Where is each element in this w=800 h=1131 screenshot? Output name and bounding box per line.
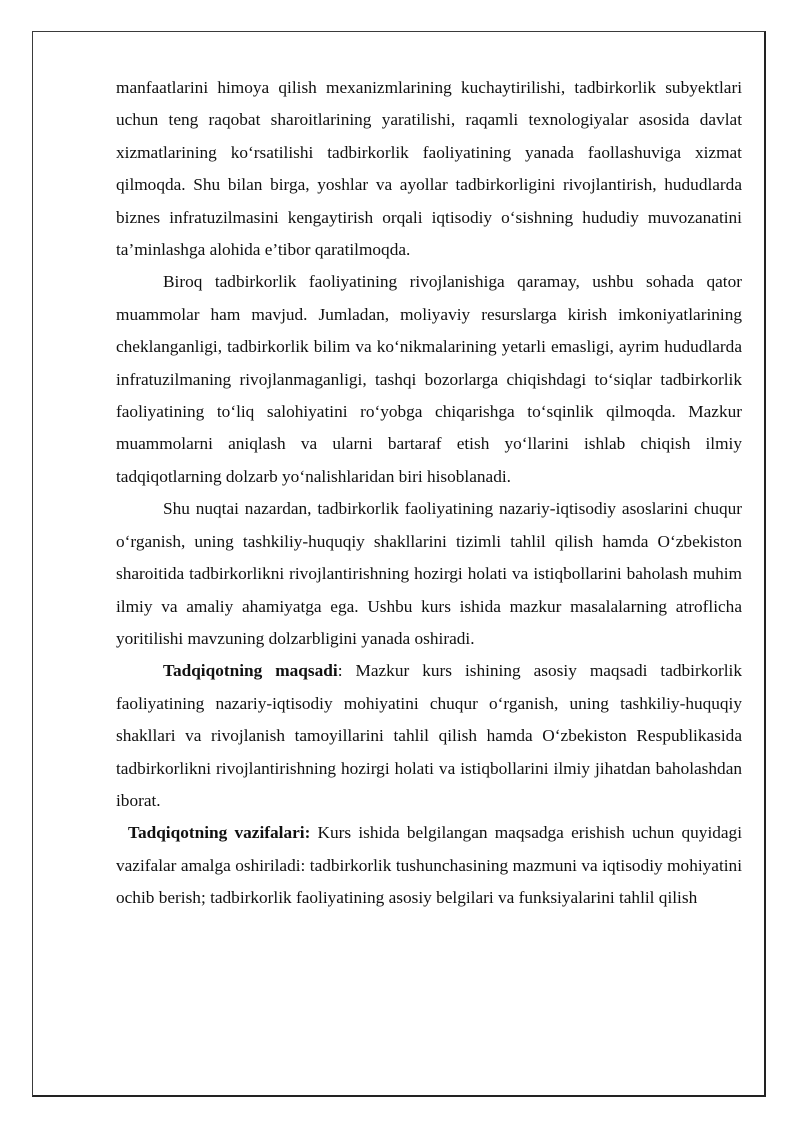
paragraph-5 — [116, 817, 742, 914]
paragraph-4 — [116, 655, 742, 817]
paragraph-3: Shu nuqtai nazardan, tadbirkorlik faoliyatining nazariy-iqtisodiy asoslarini chuqur o‘rganish, uning tashkiliy-huquqiy shakllarini tizimli tahlil qilish hamda O‘zbekiston sharoitida tadbirkorlikni rivojlantirishning hozirgi holati va istiqbollarini baholash muhim ilmiy va amaliy ahamiyatga ega. Ushbu kurs ishida mazkur masalalarning atroflicha yoritilishi mavzuning dolzarbligini yanada oshiradi. — [116, 499, 742, 648]
paragraph-1: manfaatlarini himoya qilish mexanizmlarining kuchaytirilishi, tadbirkorlik subyektlari uchun teng raqobat sharoitlarining yaratilishi, raqamli texnologiyalar asosida davlat xizmatlarining ko‘rsatilishi tadbirkorlik faoliyatining yanada faollashuviga xizmat qilmoqda. Shu bilan birga, yoshlar va ayollar tadbirkorligini rivojlantirish, hududlarda biznes infratuzilmasini kengaytirish orqali iqtisodiy o‘sishning hududiy muvozanatini ta’minlashga alohida e’tibor qaratilmoqda. — [116, 78, 742, 260]
paragraph-2: Biroq tadbirkorlik faoliyatining rivojlanishiga qaramay, ushbu sohada qator muammolar ham mavjud. Jumladan, moliyaviy resurslarga kirish imkoniyatlarining cheklanganligi, tadbirkorlik bilim va ko‘nikmalarining yetarli emasligi, ayrim hududlarda infratuzilmaning rivojlanmaganligi, tashqi bozorlarga chiqishdagi to‘siqlar tadbirkorlik faoliyatining to‘liq salohiyatini ro‘yobga chiqarishga to‘sqinlik qilmoqda. Mazkur muammolarni aniqlash va ularni bartaraf etish yo‘llarini ishlab chiqish ilmiy tadqiqotlarning dolzarb yo‘nalishlaridan biri hisoblanadi. — [116, 272, 742, 486]
paragraph-4-heading: Tadqiqotning maqsadi — [163, 661, 338, 681]
paragraph-5-heading: Tadqiqotning vazifalari: — [128, 823, 311, 843]
paragraph-4-text: : Mazkur kurs ishining asosiy maqsadi tadbirkorlik faoliyatining nazariy-iqtisodiy mohiyatini chuqur o‘rganish, uning tashkiliy-huquqiy shakllari va rivojlanish tamoyillarini tahlil qilish hamda O‘zbekiston Respublikasida tadbirkorlikni rivojlantirishning hozirgi holati va istiqbollarini ilmiy jihatdan baholashdan iborat. — [116, 661, 742, 810]
paragraph-5-text: Kurs ishida belgilangan maqsadga erishish uchun quyidagi vazifalar amalga oshiriladi: tadbirkorlik tushunchasining mazmuni va iqtisodiy mohiyatini ochib berish; tadbirkorlik faoliyatining asosiy belgilari va funksiyalarini tahlil qilish — [116, 823, 742, 908]
document-body — [116, 72, 742, 915]
